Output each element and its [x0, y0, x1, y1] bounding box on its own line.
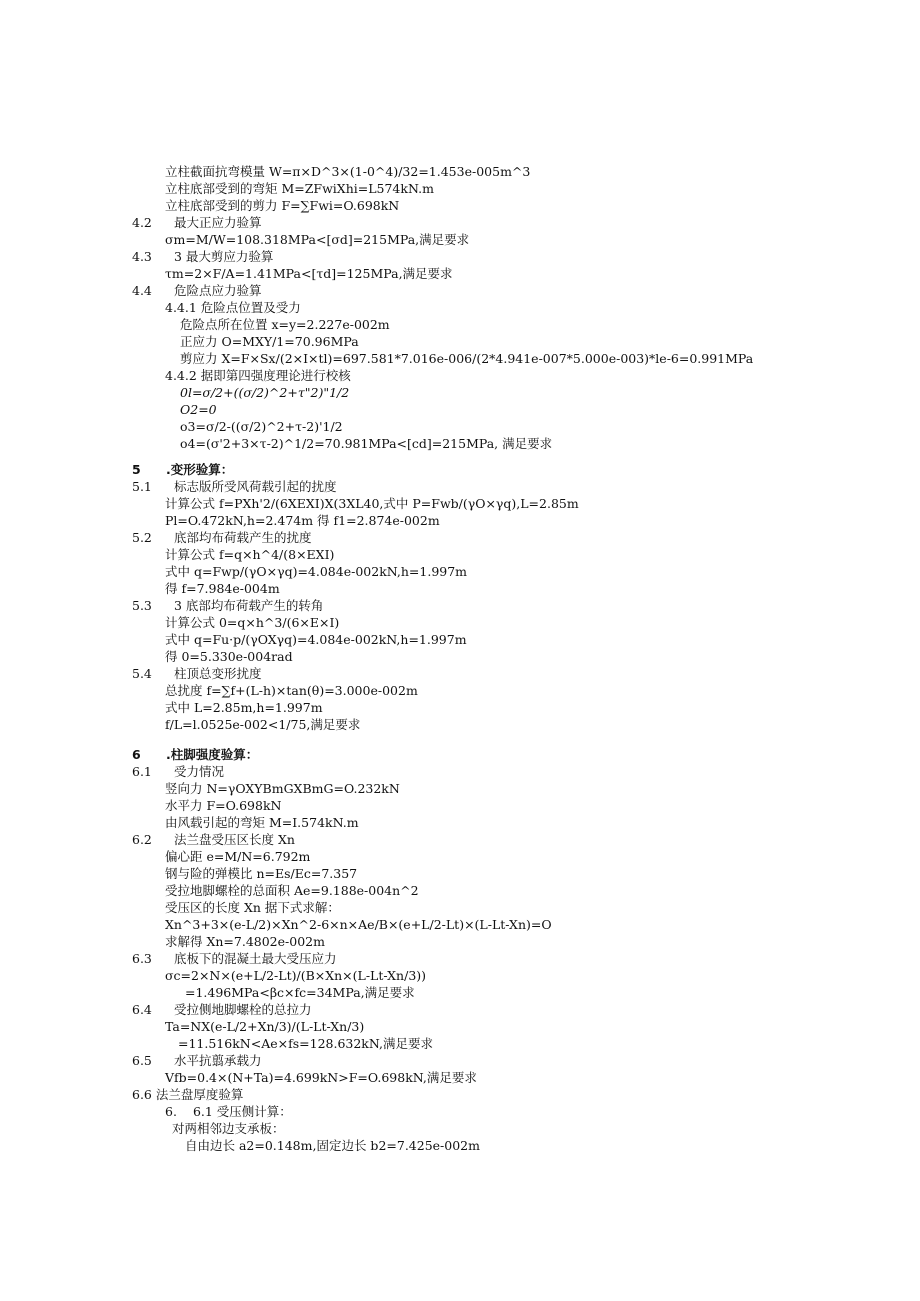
text-line: 立柱底部受到的剪力 F=∑Fwi=O.698kN: [165, 198, 400, 213]
text-line: 受压区的长度 Xn 据下式求解：: [165, 900, 340, 915]
text-line: 式中 q=Fu·p/(γOXγq)=4.084e-002kN,h=1.997m: [165, 632, 467, 647]
text-line: 危险点所在位置 x=y=2.227e-002m: [180, 317, 390, 332]
text-line: 总扰度 f=∑f+(L-h)×tan(θ)=3.000e-002m: [165, 683, 418, 698]
text-line: 正应力 O=MXY/1=70.96MPa: [180, 334, 359, 349]
section-title: 最大正应力验算: [174, 215, 262, 230]
section-number: 6.1: [132, 764, 152, 779]
section-number: 5.2: [132, 530, 152, 545]
section-number: 6.3: [132, 951, 152, 966]
section-heading-4-4: [132, 282, 262, 299]
subsection-heading: [165, 1103, 292, 1120]
text-line: 受拉地脚螺栓的总面积 Ae=9.188e-004n^2: [165, 883, 419, 898]
formula-line: Xn^3+3×(e-L/2)×Xn^2-6×n×Ae/B×(e+L/2-Lt)×(L-Lt-Xn)=O: [165, 917, 552, 932]
section-heading-6-3: [132, 950, 337, 967]
section-title: .柱脚强度验算：: [166, 747, 259, 762]
section-title: 受拉侧地脚螺栓的总拉力: [174, 1002, 312, 1017]
section-title: 水平抗翦承载力: [174, 1053, 262, 1068]
subsection-heading: 4.4.1 危险点位置及受力: [165, 300, 301, 315]
section-heading-5: [132, 461, 233, 478]
section-title: 标志版所受风荷载引起的扰度: [174, 479, 337, 494]
section-number: 6: [132, 747, 141, 762]
section-number: 6.2: [132, 832, 152, 847]
text-line: 得 0=5.330e-004rad: [165, 649, 293, 664]
text-line: 式中 L=2.85m,h=1.997m: [165, 700, 323, 715]
section-title: 柱顶总变形扰度: [174, 666, 262, 681]
text-line: 立柱底部受到的弯矩 M=ZFwiXhi=L574kN.m: [165, 181, 434, 196]
text-line: 偏心距 e=M/N=6.792m: [165, 849, 311, 864]
text-line: 由风载引起的弯矩 M=I.574kN.m: [165, 815, 359, 830]
section-number: 6.4: [132, 1002, 152, 1017]
text-line: 立柱截面抗弯模量 W=π×D^3×(1-0^4)/32=1.453e-005m^3: [165, 164, 531, 179]
subsection-heading: 4.4.2 据即第四强度理论进行校核: [165, 368, 351, 383]
section-heading-6-6: 6.6 法兰盘厚度验算: [132, 1087, 244, 1102]
section-title: 危险点应力验算: [174, 283, 262, 298]
text-line: Pl=O.472kN,h=2.474m 得 f1=2.874e-002m: [165, 513, 440, 528]
section-heading-5-4: [132, 665, 262, 682]
text-line: 对两相邻边支承板：: [172, 1121, 285, 1136]
section-number: 5.3: [132, 598, 152, 613]
text-line: 自由边长 a2=0.148m,固定边长 b2=7.425e-002m: [185, 1138, 480, 1153]
text-line: Vfb=0.4×(N+Ta)=4.699kN>F=O.698kN,满足要求: [165, 1070, 477, 1085]
text-line: 计算公式 f=PXh'2/(6XEXI)X(3XL40,式中 P=Fwb/(γO×γq),L=2.85m: [165, 496, 579, 511]
section-number: 6.5: [132, 1053, 152, 1068]
section-heading-4-2: [132, 214, 262, 231]
text-line: τm=2×F/A=1.41MPa<[τd]=125MPa,满足要求: [165, 266, 453, 281]
section-number: 6.: [165, 1104, 177, 1119]
formula-line: o4=(σ'2+3×τ-2)^1/2=70.981MPa<[cd]=215MPa, 满足要求: [180, 436, 553, 451]
section-title: 受力情况: [174, 764, 225, 779]
text-line: 计算公式 0=q×h^3/(6×E×I): [165, 615, 340, 630]
section-heading-5-2: [132, 529, 312, 546]
section-title: 3 底部均布荷载产生的转角: [174, 598, 324, 613]
section-title: 3 最大剪应力验算: [174, 249, 274, 264]
section-number: 5.1: [132, 479, 152, 494]
text-line: =11.516kN<Ae×fs=128.632kN,满足要求: [178, 1036, 433, 1051]
text-line: 钢与险的弹模比 n=Es/Ec=7.357: [165, 866, 358, 881]
section-heading-6-5: [132, 1052, 262, 1069]
section-heading-5-1: [132, 478, 337, 495]
section-number: 5.4: [132, 666, 152, 681]
formula-line: σc=2×N×(e+L/2-Lt)/(B×Xn×(L-Lt-Xn/3)): [165, 968, 427, 983]
formula-line: o3=σ/2-((σ/2)^2+τ-2)'1/2: [180, 419, 343, 434]
formula-line: O2=0: [180, 402, 217, 417]
section-heading-5-3: [132, 597, 323, 614]
section-heading-6-2: [132, 831, 295, 848]
section-title: 法兰盘受压区长度 Xn: [174, 832, 295, 847]
section-title: .变形验算：: [166, 462, 234, 477]
section-heading-6-1: [132, 763, 224, 780]
text-line: 式中 q=Fwp/(γO×γq)=4.084e-002kN,h=1.997m: [165, 564, 468, 579]
section-number: 4.3: [132, 249, 152, 264]
text-line: σm=M/W=108.318MPa<[σd]=215MPa,满足要求: [165, 232, 470, 247]
section-heading-4-3: [132, 248, 273, 265]
text-line: f/L=l.0525e-002<1/75,满足要求: [165, 717, 361, 732]
text-line: =1.496MPa<βc×fc=34MPa,满足要求: [185, 985, 415, 1000]
formula-line: 0l=σ/2+((σ/2)^2+τ"2)"1/2: [180, 385, 350, 400]
text-line: 竖向力 N=γOXYBmGXBmG=O.232kN: [165, 781, 400, 796]
section-number: 4.2: [132, 215, 152, 230]
text-line: 水平力 F=O.698kN: [165, 798, 282, 813]
text-line: 求解得 Xn=7.4802e-002m: [165, 934, 325, 949]
section-number: 5: [132, 462, 141, 477]
text-line: 得 f=7.984e-004m: [165, 581, 280, 596]
section-title: 6.1 受压侧计算：: [192, 1104, 292, 1119]
section-heading-6: [132, 746, 258, 763]
section-title: 底部均布荷载产生的扰度: [174, 530, 312, 545]
formula-line: Ta=NX(e-L/2+Xn/3)/(L-Lt-Xn/3): [165, 1019, 365, 1034]
section-heading-6-4: [132, 1001, 312, 1018]
text-line: 计算公式 f=q×h^4/(8×EXI): [165, 547, 335, 562]
text-line: 剪应力 X=F×Sx/(2×I×tl)=697.581*7.016e-006/(2*4.941e-007*5.000e-003)*le-6=0.991MPa: [180, 351, 754, 366]
section-number: 4.4: [132, 283, 152, 298]
section-title: 底板下的混凝土最大受压应力: [174, 951, 337, 966]
